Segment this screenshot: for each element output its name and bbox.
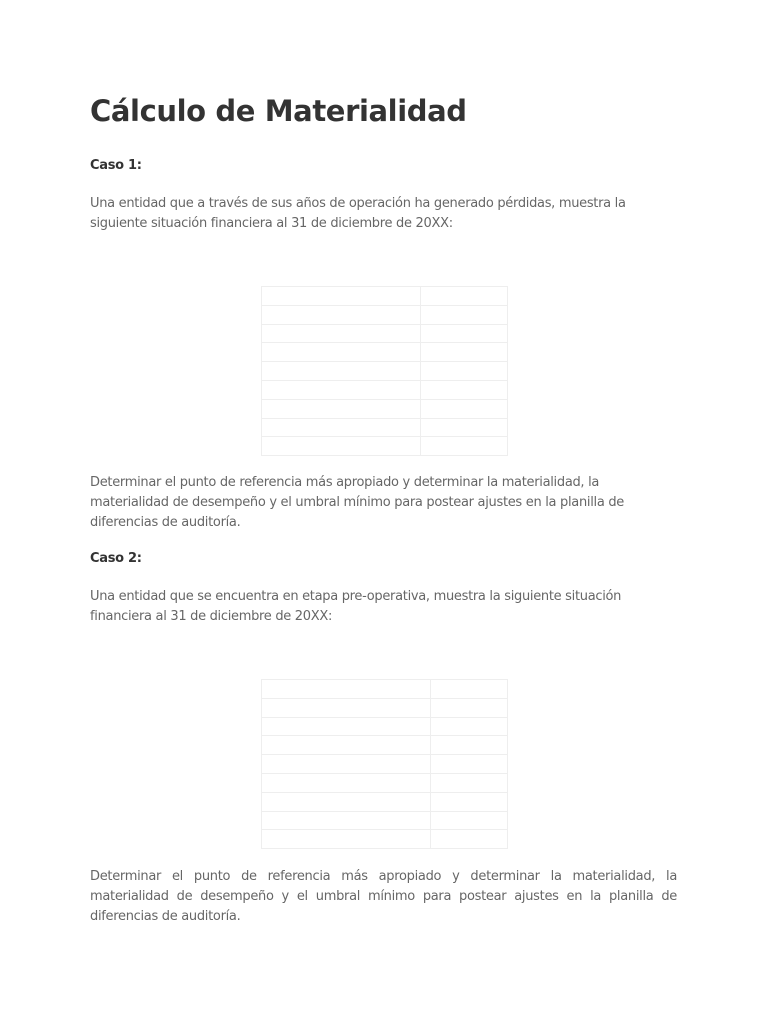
case-1-table-row: [262, 305, 508, 324]
case-1-table-row: [262, 287, 508, 306]
case-1-table-cell: [421, 287, 508, 306]
case-1-table-row: [262, 399, 508, 418]
case-2-table-cell: [262, 830, 431, 849]
case-1-table-row: [262, 418, 508, 437]
case-1-task-line: materialidad de desempeño y el umbral mínimo para postear ajustes en la planilla de: [90, 495, 624, 510]
case-2-table-cell: [431, 792, 508, 811]
case-2-table-row: [262, 830, 508, 849]
case-2-table-cell: [431, 773, 508, 792]
case-2-table-cell: [262, 811, 431, 830]
case-2-table-cell: [262, 792, 431, 811]
case-1-task-line: Determinar el punto de referencia más apropiado y determinar la materialidad, la: [90, 475, 600, 490]
case-1-table-cell: [262, 305, 421, 324]
case-2-table-cell: [431, 736, 508, 755]
case-2-table-cell: [431, 717, 508, 736]
case-2-task-paragraph: [90, 867, 677, 927]
case-1-table-cell: [262, 399, 421, 418]
case-2-table-cell: [262, 680, 431, 699]
case-1-table-row: [262, 343, 508, 362]
case-1-table-cell: [262, 380, 421, 399]
case-2-table-cell: [262, 736, 431, 755]
case-2-table-cell: [262, 717, 431, 736]
case-2-table-row: [262, 698, 508, 717]
case-1-table-cell: [262, 418, 421, 437]
case-2-task-line: diferencias de auditoría.: [90, 909, 241, 924]
case-1-table-row: [262, 324, 508, 343]
case-2-table-cell: [431, 680, 508, 699]
case-2-intro-line: Una entidad que se encuentra en etapa pre-operativa, muestra la siguiente situación: [90, 589, 622, 604]
case-1-table-cell: [421, 343, 508, 362]
case-1-table-cell: [262, 324, 421, 343]
case-1-table-cell: [421, 380, 508, 399]
case-1-task-line: diferencias de auditoría.: [90, 515, 241, 530]
case-2-task-line: materialidad de desempeño y el umbral mínimo para postear ajustes en la planilla de: [90, 889, 677, 904]
case-1-table-cell: [262, 362, 421, 381]
case-1-table-cell: [262, 343, 421, 362]
case-1-table-row: [262, 437, 508, 456]
case-2-table-cell: [262, 773, 431, 792]
page-title: Cálculo de Materialidad: [90, 94, 467, 128]
case-2-table-cell: [431, 830, 508, 849]
case-1-table-row: [262, 362, 508, 381]
case-2-table-row: [262, 792, 508, 811]
case-1-table-cell: [262, 287, 421, 306]
case-1-table-cell: [421, 362, 508, 381]
case-1-task-paragraph: [90, 473, 679, 533]
case-2-task-line: Determinar el punto de referencia más apropiado y determinar la materialidad, la: [90, 869, 677, 884]
case-2-table-cell: [262, 755, 431, 774]
case-1-table-cell: [262, 437, 421, 456]
case-1-intro-line: siguiente situación financiera al 31 de diciembre de 20XX:: [90, 216, 453, 231]
case-2-table-cell: [431, 698, 508, 717]
case-2-table-row: [262, 755, 508, 774]
case-2-heading: Caso 2:: [90, 551, 142, 566]
case-2-table-cell: [431, 811, 508, 830]
case-2-table-row: [262, 811, 508, 830]
case-1-financial-table: [261, 286, 508, 456]
case-2-table-row: [262, 773, 508, 792]
case-2-table-row: [262, 736, 508, 755]
case-2-table-cell: [262, 698, 431, 717]
case-1-intro-paragraph: [90, 194, 679, 234]
case-1-table-cell: [421, 418, 508, 437]
case-1-intro-line: Una entidad que a través de sus años de operación ha generado pérdidas, muestra la: [90, 196, 626, 211]
case-2-intro-paragraph: [90, 587, 679, 627]
case-2-financial-table: [261, 679, 508, 849]
case-1-table-cell: [421, 437, 508, 456]
case-2-table-row: [262, 717, 508, 736]
case-1-table-cell: [421, 305, 508, 324]
case-2-table-cell: [431, 755, 508, 774]
case-2-table-row: [262, 680, 508, 699]
case-1-table-cell: [421, 399, 508, 418]
case-1-table-row: [262, 380, 508, 399]
case-2-intro-line: financiera al 31 de diciembre de 20XX:: [90, 609, 333, 624]
case-1-heading: Caso 1:: [90, 158, 142, 173]
case-1-table-cell: [421, 324, 508, 343]
